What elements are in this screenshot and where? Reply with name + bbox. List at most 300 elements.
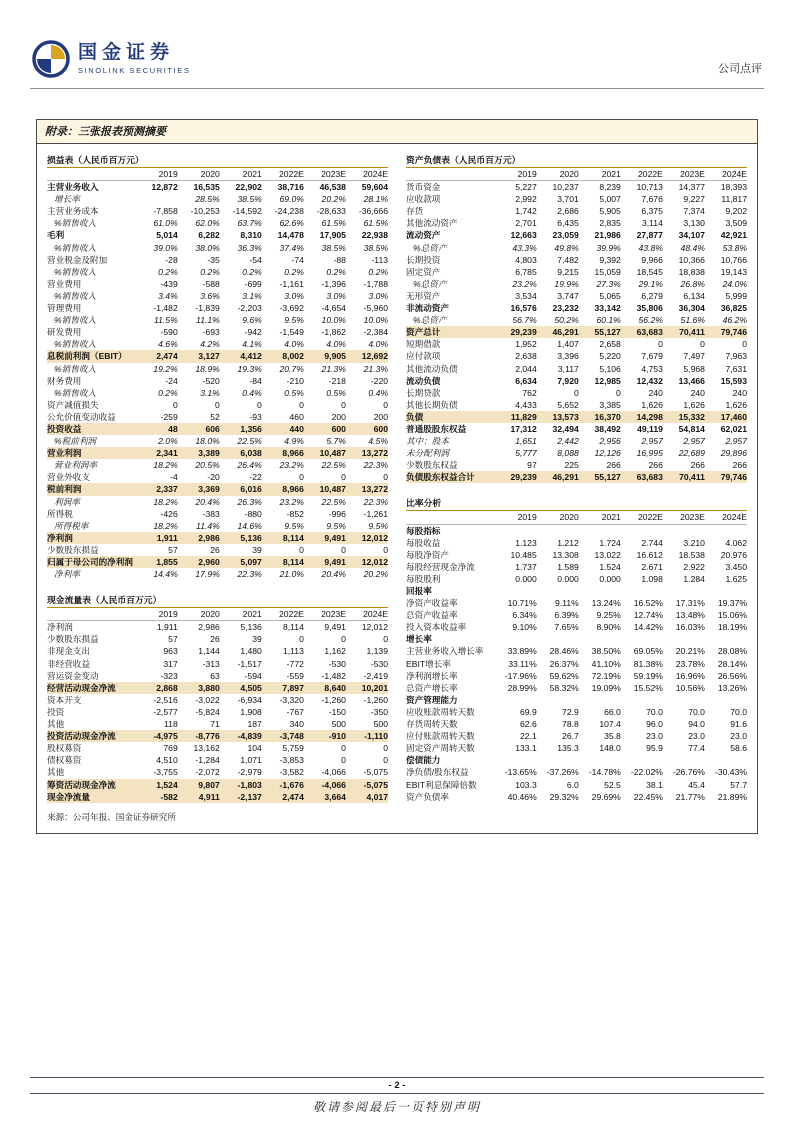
- value-cell: 70.0: [646, 706, 663, 717]
- value-cell: 6,634: [515, 375, 537, 386]
- table-row: [47, 556, 388, 568]
- value-cell: 19.9%: [554, 278, 579, 289]
- value-cell: -30.43%: [714, 767, 747, 778]
- value-cell: -559: [286, 670, 304, 681]
- value-cell: 1,139: [366, 646, 388, 657]
- value-cell: 10,487: [304, 447, 346, 459]
- value-cell: 3,701: [557, 194, 579, 205]
- value-cell: [495, 754, 537, 766]
- year-cell: 2021: [220, 608, 262, 621]
- value-cell: 0: [383, 755, 388, 766]
- value-cell: 7,482: [557, 254, 579, 265]
- value-cell: -2,516: [153, 694, 178, 705]
- value-cell: 0: [616, 387, 621, 398]
- value-cell: 1,113: [283, 646, 304, 657]
- value-cell: 3,534: [515, 290, 537, 301]
- brand-logo: [32, 40, 191, 78]
- value-cell: -3,853: [279, 755, 304, 766]
- table-row: [47, 375, 388, 387]
- value-cell: 13,162: [193, 743, 220, 754]
- row-label: %销售收入: [54, 387, 97, 398]
- value-cell: 1,626: [683, 399, 705, 410]
- value-cell: -150: [328, 706, 346, 717]
- value-cell: [495, 694, 537, 706]
- value-cell: 8,966: [262, 447, 304, 459]
- value-cell: 54,814: [678, 423, 705, 434]
- value-cell: 0: [299, 472, 304, 483]
- row-label: 经营活动现金净流: [47, 682, 136, 694]
- table-row: [47, 254, 388, 266]
- value-cell: 12,012: [346, 556, 388, 568]
- value-cell: -8,776: [178, 730, 220, 742]
- year-cell: 2019: [136, 608, 178, 621]
- table-row: [406, 254, 747, 266]
- value-cell: 0: [341, 634, 346, 645]
- value-cell: 2,986: [178, 532, 220, 544]
- value-cell: 22.3%: [363, 460, 388, 471]
- row-label: 研发费用: [47, 327, 82, 338]
- row-label: 公允价值变动收益: [47, 411, 116, 422]
- value-cell: 0.5%: [284, 387, 304, 398]
- year-cell: 2019: [495, 168, 537, 181]
- table-row: [406, 585, 747, 597]
- value-cell: 4.062: [725, 537, 747, 548]
- value-cell: 7,679: [641, 351, 663, 362]
- value-cell: 29.69%: [591, 791, 621, 802]
- value-cell: 50.2%: [554, 315, 579, 326]
- value-cell: 48: [136, 423, 178, 435]
- value-cell: 60.1%: [596, 315, 621, 326]
- value-cell: 9.5%: [326, 520, 346, 531]
- row-label: 资产负债率: [406, 791, 449, 802]
- value-cell: 500: [373, 719, 388, 730]
- value-cell: 56.7%: [512, 315, 537, 326]
- value-cell: [663, 754, 705, 766]
- value-cell: 22.5%: [237, 436, 262, 447]
- value-cell: 55,127: [579, 471, 621, 483]
- value-cell: 13,272: [346, 447, 388, 459]
- value-cell: 29.32%: [549, 791, 579, 802]
- year-cell: 2022E: [621, 511, 663, 524]
- value-cell: 39.0%: [153, 242, 178, 253]
- table-row: [47, 266, 388, 278]
- value-cell: -26.76%: [672, 767, 705, 778]
- table-row: [406, 658, 747, 670]
- table-row: [47, 217, 388, 229]
- value-cell: 36,304: [678, 303, 705, 314]
- row-label: 无形资产: [406, 290, 441, 301]
- value-cell: 79,746: [705, 326, 747, 338]
- value-cell: 266: [690, 460, 705, 471]
- value-cell: 27.3%: [596, 278, 621, 289]
- value-cell: 9,905: [304, 350, 346, 362]
- value-cell: 2,992: [515, 194, 537, 205]
- table-row: [47, 532, 388, 544]
- value-cell: 35,806: [636, 303, 663, 314]
- value-cell: 1,742: [515, 206, 537, 217]
- value-cell: 81.38%: [633, 658, 663, 669]
- value-cell: 19.2%: [153, 363, 178, 374]
- value-cell: 5,227: [515, 182, 537, 193]
- table-row: [406, 278, 747, 290]
- row-label: 应收账款周转天数: [406, 706, 475, 717]
- row-label: %销售收入: [54, 266, 97, 277]
- row-label: 净负债/股东权益: [406, 767, 469, 778]
- value-cell: 14,478: [277, 230, 304, 241]
- value-cell: -4,839: [220, 730, 262, 742]
- value-cell: 1,144: [198, 646, 220, 657]
- value-cell: 69.9: [520, 706, 537, 717]
- row-label: [406, 511, 495, 524]
- value-cell: 62.6: [520, 719, 537, 730]
- row-label: 短期借款: [406, 339, 441, 350]
- value-cell: 55,127: [579, 326, 621, 338]
- table-row: [406, 350, 747, 362]
- row-label: [406, 168, 495, 181]
- table-row: [406, 423, 747, 435]
- value-cell: 57: [168, 544, 178, 555]
- value-cell: 0.000: [599, 573, 621, 584]
- table-row: [47, 278, 388, 290]
- value-cell: 9.25%: [596, 610, 621, 621]
- table-row: [47, 658, 388, 670]
- table-row: [406, 314, 747, 326]
- value-cell: 5.7%: [326, 436, 346, 447]
- value-cell: 9.10%: [512, 622, 537, 633]
- value-cell: 69.0%: [279, 194, 304, 205]
- value-cell: 22,902: [235, 182, 262, 193]
- value-cell: -28,633: [316, 206, 346, 217]
- value-cell: 12,432: [636, 375, 663, 386]
- table-row: [47, 363, 388, 375]
- value-cell: 5,014: [156, 230, 178, 241]
- row-label: 筹资活动现金净流: [47, 779, 136, 791]
- value-cell: 18,545: [636, 266, 663, 277]
- value-cell: 1.284: [683, 573, 705, 584]
- value-cell: 4,017: [346, 791, 388, 803]
- value-cell: -4,066: [321, 767, 346, 778]
- value-cell: 13.24%: [591, 598, 621, 609]
- table-row: [47, 544, 388, 556]
- value-cell: 6,435: [557, 218, 579, 229]
- value-cell: 16,535: [193, 182, 220, 193]
- value-cell: 7,631: [725, 363, 747, 374]
- row-label: 其他流动资产: [406, 218, 458, 229]
- year-cell: 2019: [136, 168, 178, 181]
- row-label: 非流动资产: [406, 303, 449, 314]
- value-cell: -520: [202, 375, 220, 386]
- row-label: 应付账款周转天数: [406, 731, 475, 742]
- value-cell: 266: [648, 460, 663, 471]
- table-row: [406, 387, 747, 399]
- value-cell: 46,538: [319, 182, 346, 193]
- value-cell: 20.2%: [321, 194, 346, 205]
- value-cell: 4,433: [515, 399, 537, 410]
- value-cell: 606: [178, 423, 220, 435]
- value-cell: 12,012: [346, 532, 388, 544]
- value-cell: -93: [249, 411, 262, 422]
- value-cell: 9.5%: [284, 520, 304, 531]
- table-row: [47, 387, 388, 399]
- value-cell: 5,007: [599, 194, 621, 205]
- table-row: [406, 609, 747, 621]
- value-cell: 6,785: [515, 266, 537, 277]
- value-cell: 4.6%: [158, 339, 178, 350]
- year-cell: 2023E: [304, 168, 346, 181]
- value-cell: 0.2%: [158, 387, 178, 398]
- value-cell: 266: [732, 460, 747, 471]
- value-cell: -259: [160, 411, 178, 422]
- value-cell: 26: [210, 634, 220, 645]
- row-label: EBIT利息保障倍数: [406, 779, 477, 790]
- year-cell: 2024E: [705, 511, 747, 524]
- value-cell: 200: [373, 411, 388, 422]
- value-cell: 600: [304, 423, 346, 435]
- row-label: 非现金支出: [47, 646, 90, 657]
- value-cell: 66.0: [604, 706, 621, 717]
- value-cell: -594: [244, 670, 262, 681]
- value-cell: 24.0%: [722, 278, 747, 289]
- value-cell: 762: [522, 387, 537, 398]
- row-label: 营业利润: [47, 447, 136, 459]
- row-label: %销售收入: [54, 242, 97, 253]
- value-cell: 10,713: [636, 182, 663, 193]
- value-cell: 18,393: [720, 182, 747, 193]
- value-cell: 79,746: [705, 471, 747, 483]
- value-cell: 39.9%: [596, 242, 621, 253]
- value-cell: 118: [164, 719, 178, 730]
- value-cell: 3.450: [725, 561, 747, 572]
- value-cell: 17,312: [510, 423, 537, 434]
- value-cell: 70.0: [688, 706, 705, 717]
- value-cell: 52.5: [604, 779, 621, 790]
- value-cell: -1,161: [279, 278, 304, 289]
- value-cell: [705, 524, 747, 537]
- value-cell: 21,986: [594, 230, 621, 241]
- value-cell: 9,491: [304, 556, 346, 568]
- value-cell: -852: [286, 508, 304, 519]
- value-cell: 3,369: [178, 483, 220, 495]
- value-cell: 1.724: [599, 537, 621, 548]
- value-cell: 3.6%: [200, 290, 220, 301]
- value-cell: 21.3%: [363, 363, 388, 374]
- value-cell: 9,392: [599, 254, 621, 265]
- value-cell: 20.5%: [195, 460, 220, 471]
- table-row: [47, 694, 388, 706]
- value-cell: 2,868: [136, 682, 178, 694]
- value-cell: 0: [383, 399, 388, 410]
- table-row: [406, 217, 747, 229]
- value-cell: 3,385: [599, 399, 621, 410]
- value-cell: -22.02%: [630, 767, 663, 778]
- value-cell: 22.5%: [321, 496, 346, 507]
- value-cell: 8.90%: [596, 622, 621, 633]
- value-cell: 6,279: [641, 290, 663, 301]
- value-cell: 28.46%: [549, 646, 579, 657]
- value-cell: 13,272: [346, 483, 388, 495]
- value-cell: 10,237: [552, 182, 579, 193]
- value-cell: 22.3%: [237, 569, 262, 580]
- value-cell: 18,838: [678, 266, 705, 277]
- value-cell: 2,474: [262, 791, 304, 803]
- row-label: %总资产: [413, 242, 447, 253]
- value-cell: 1,855: [136, 556, 178, 568]
- value-cell: 3,747: [557, 290, 579, 301]
- value-cell: [136, 193, 178, 205]
- row-label: 营运资金变动: [47, 670, 99, 681]
- value-cell: 22.3%: [363, 496, 388, 507]
- value-cell: 8,239: [599, 182, 621, 193]
- value-cell: -5,075: [363, 767, 388, 778]
- value-cell: 340: [289, 719, 304, 730]
- value-cell: -3,748: [262, 730, 304, 742]
- value-cell: 40.46%: [507, 791, 537, 802]
- income-statement-section: [47, 150, 388, 580]
- value-cell: 7,920: [557, 375, 579, 386]
- value-cell: -5,075: [346, 779, 388, 791]
- value-cell: 10.56%: [675, 682, 705, 693]
- value-cell: 49.8%: [554, 242, 579, 253]
- value-cell: 28.5%: [195, 194, 220, 205]
- value-cell: 57.7: [730, 779, 747, 790]
- value-cell: 8,310: [240, 230, 262, 241]
- value-cell: 225: [564, 460, 579, 471]
- value-cell: 38,492: [594, 423, 621, 434]
- value-cell: -426: [160, 508, 178, 519]
- value-cell: 2,986: [198, 622, 220, 633]
- table-row: [406, 266, 747, 278]
- value-cell: 11,829: [495, 411, 537, 423]
- value-cell: [705, 754, 747, 766]
- value-cell: -1,676: [262, 779, 304, 791]
- value-cell: -3,022: [195, 694, 220, 705]
- table-row: [406, 718, 747, 730]
- left-column: [47, 150, 388, 823]
- table-row: [406, 524, 747, 537]
- table-row: [406, 181, 747, 194]
- value-cell: 8,088: [557, 448, 579, 459]
- table-row: [47, 742, 388, 754]
- value-cell: 3.0%: [284, 290, 304, 301]
- value-cell: 3,396: [557, 351, 579, 362]
- value-cell: -20: [207, 472, 220, 483]
- value-cell: 200: [331, 411, 346, 422]
- row-label: 普通股股东权益: [406, 423, 467, 434]
- value-cell: 4,510: [156, 755, 178, 766]
- table-row: [406, 754, 747, 766]
- row-label: %税前利润: [54, 436, 97, 447]
- value-cell: 94.0: [688, 719, 705, 730]
- value-cell: 0: [172, 399, 178, 410]
- value-cell: -1,803: [220, 779, 262, 791]
- value-cell: 7,374: [683, 206, 705, 217]
- source-note: 来源：公司年报、国金证券研究所: [47, 811, 176, 822]
- value-cell: 45.4: [688, 779, 705, 790]
- value-cell: -1,482: [153, 303, 178, 314]
- value-cell: 97: [527, 460, 537, 471]
- sinolink-logo-icon: [32, 40, 70, 78]
- value-cell: 38,716: [277, 182, 304, 193]
- value-cell: 91.6: [730, 719, 747, 730]
- value-cell: 7.65%: [554, 622, 579, 633]
- value-cell: 133.1: [515, 743, 537, 754]
- row-label: 流动资产: [406, 230, 441, 241]
- table-row: [406, 338, 747, 350]
- value-cell: 3.0%: [368, 290, 388, 301]
- value-cell: -6,934: [237, 694, 262, 705]
- row-label: %销售收入: [54, 315, 97, 326]
- table-row: [47, 350, 388, 362]
- row-label: 每股股利: [406, 573, 441, 584]
- value-cell: -13.65%: [504, 767, 537, 778]
- row-label: 少数股东损益: [47, 634, 99, 645]
- row-label: [47, 168, 136, 181]
- value-cell: 9,215: [557, 266, 579, 277]
- value-cell: 3.0%: [326, 290, 346, 301]
- value-cell: -1,261: [363, 508, 388, 519]
- table-row: [406, 363, 747, 375]
- row-label: 营业费用: [47, 278, 82, 289]
- value-cell: 19.37%: [717, 598, 747, 609]
- value-cell: 17,460: [705, 411, 747, 423]
- value-cell: -1,788: [363, 278, 388, 289]
- value-cell: [537, 633, 579, 645]
- value-cell: 240: [732, 387, 747, 398]
- table-row: [47, 399, 388, 411]
- value-cell: 71: [210, 719, 220, 730]
- value-cell: -942: [244, 327, 262, 338]
- value-cell: 4,753: [641, 363, 663, 374]
- value-cell: 10,487: [304, 483, 346, 495]
- table-row: [47, 423, 388, 435]
- value-cell: 20.4%: [321, 569, 346, 580]
- year-header-row: [47, 168, 388, 181]
- row-label: 总资产收益率: [406, 610, 458, 621]
- value-cell: -37.26%: [546, 767, 579, 778]
- table-row: [406, 459, 747, 471]
- row-label: 净利润增长率: [406, 670, 458, 681]
- value-cell: [579, 694, 621, 706]
- value-cell: [579, 633, 621, 645]
- value-cell: [495, 633, 537, 645]
- row-label: 所得税率: [54, 520, 89, 531]
- balance-sheet-title: 资产负债表（人民币百万元）: [406, 150, 747, 168]
- value-cell: 26: [210, 544, 220, 555]
- value-cell: 16.52%: [633, 598, 663, 609]
- value-cell: 12,985: [594, 375, 621, 386]
- value-cell: 62.0%: [195, 218, 220, 229]
- row-label: 毛利: [47, 230, 65, 241]
- value-cell: 2,638: [515, 351, 537, 362]
- value-cell: 600: [346, 423, 388, 435]
- value-cell: 10,201: [346, 682, 388, 694]
- value-cell: [705, 585, 747, 597]
- value-cell: 26.8%: [680, 278, 705, 289]
- value-cell: -699: [244, 278, 262, 289]
- value-cell: 0.2%: [242, 266, 262, 277]
- value-cell: 0: [215, 399, 220, 410]
- value-cell: 14.4%: [153, 569, 178, 580]
- value-cell: -113: [371, 254, 388, 265]
- table-row: [47, 670, 388, 682]
- value-cell: 7,897: [262, 682, 304, 694]
- value-cell: 7,497: [683, 351, 705, 362]
- table-row: [47, 483, 388, 495]
- value-cell: -772: [286, 658, 304, 669]
- ratio-analysis-section: [406, 493, 747, 802]
- row-label: 总资产增长率: [406, 682, 458, 693]
- table-row: [47, 302, 388, 314]
